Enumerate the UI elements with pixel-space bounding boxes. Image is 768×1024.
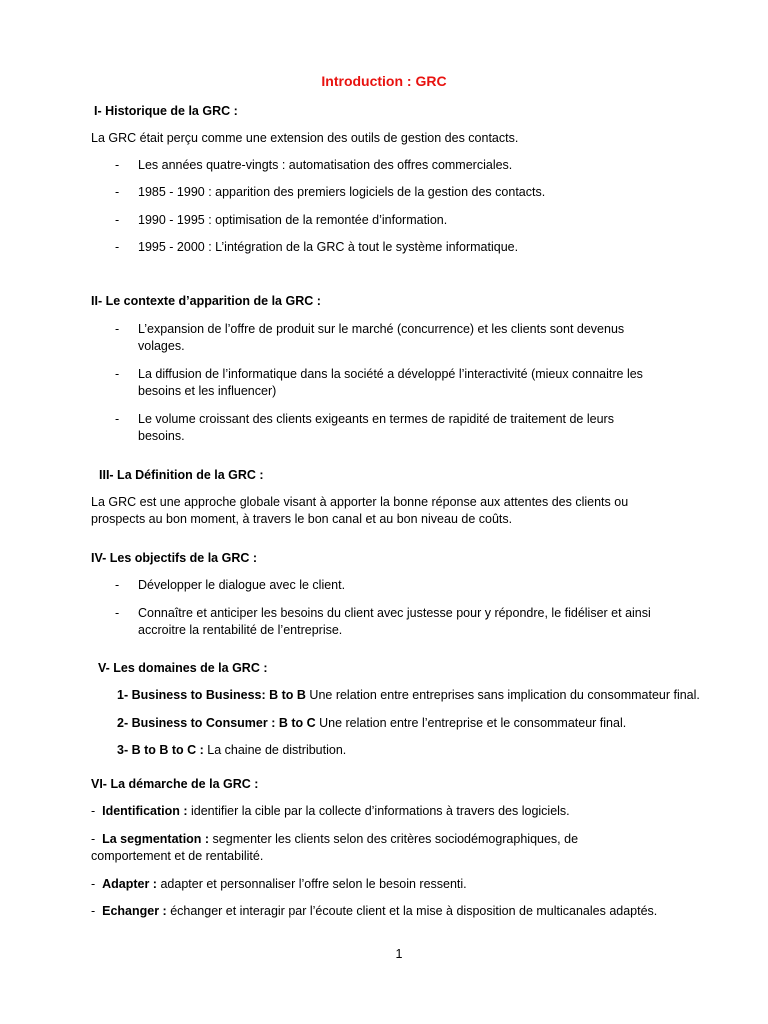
step-label: Echanger : (102, 904, 167, 918)
bullet-mark: - (115, 412, 120, 426)
step-item (91, 876, 731, 893)
list-item: 1995 - 2000 : L’intégration de la GRC à tout le système informatique. (138, 240, 519, 254)
domain-text: Une relation entre entreprises sans implication du consommateur final. (305, 688, 700, 702)
section-3-text: La GRC est une approche globale visant à apporter la bonne réponse aux attentes des clients ou prospects au bon moment, à travers le bon canal et au bon niveau de coûts. (91, 495, 629, 526)
step-text: échanger et interagir par l’écoute client et la mise à disposition de multicanales adaptés. (166, 904, 658, 918)
domain-label: 1- Business to Business: B to B (117, 688, 306, 702)
list-item: Les années quatre-vingts : automatisation des offres commerciales. (138, 158, 513, 172)
step-text: adapter et personnaliser l’offre selon le besoin ressenti. (156, 877, 467, 891)
section-1-heading: I- Historique de la GRC : (94, 104, 238, 118)
list-item: Le volume croissant des clients exigeants en termes de rapidité de traitement de leurs besoins. (138, 412, 614, 443)
step-label: La segmentation : (102, 832, 210, 846)
domain-text: La chaine de distribution. (203, 743, 347, 757)
section-2-heading: II- Le contexte d’apparition de la GRC : (91, 294, 321, 308)
bullet-mark: - (115, 322, 120, 336)
domain-item (117, 715, 747, 732)
step-text: identifier la cible par la collecte d’informations à travers des logiciels. (187, 804, 570, 818)
section-5-heading: V- Les domaines de la GRC : (98, 661, 268, 675)
list-item: L’expansion de l’offre de produit sur le marché (concurrence) et les clients sont devenus volages. (138, 322, 625, 353)
step-label: Identification : (102, 804, 188, 818)
page-title: Introduction : GRC (321, 73, 447, 89)
list-item: 1990 - 1995 : optimisation de la remontée d’information. (138, 213, 448, 227)
bullet-mark: - (115, 213, 120, 227)
bullet-mark: - (115, 578, 120, 592)
section-6-heading: VI- La démarche de la GRC : (91, 777, 259, 791)
bullet-mark: - (115, 367, 120, 381)
domain-item (117, 687, 747, 704)
bullet-mark: - (115, 185, 120, 199)
step-dash: - (91, 877, 103, 891)
domain-label: 2- Business to Consumer : B to C (117, 716, 316, 730)
list-item: Connaître et anticiper les besoins du client avec justesse pour y répondre, le fidéliser et ainsi accroitre la rentabilité de l’entreprise. (138, 606, 651, 637)
step-item (91, 903, 751, 920)
section-3-heading: III- La Définition de la GRC : (99, 468, 264, 482)
domain-item (117, 742, 747, 759)
step-item (91, 803, 731, 820)
step-dash: - (91, 832, 103, 846)
step-label: Adapter : (102, 877, 157, 891)
section-4-heading: IV- Les objectifs de la GRC : (91, 551, 258, 565)
step-dash: - (91, 904, 103, 918)
page-number: 1 (395, 947, 403, 961)
bullet-mark: - (115, 158, 120, 172)
section-1-intro: La GRC était perçu comme une extension des outils de gestion des contacts. (91, 131, 519, 145)
list-item: La diffusion de l’informatique dans la société a développé l’interactivité (mieux connaitre les besoins et les influencer) (138, 367, 643, 398)
domain-text: Une relation entre l’entreprise et le consommateur final. (315, 716, 627, 730)
list-item: 1985 - 1990 : apparition des premiers logiciels de la gestion des contacts. (138, 185, 546, 199)
domain-label: 3- B to B to C : (117, 743, 204, 757)
step-dash: - (91, 804, 103, 818)
list-item: Développer le dialogue avec le client. (138, 578, 346, 592)
bullet-mark: - (115, 606, 120, 620)
step-text: segmenter les clients selon des critères sociodémographiques, de comportement et de rentabilité. (91, 832, 579, 863)
step-item (91, 831, 621, 865)
bullet-mark: - (115, 240, 120, 254)
